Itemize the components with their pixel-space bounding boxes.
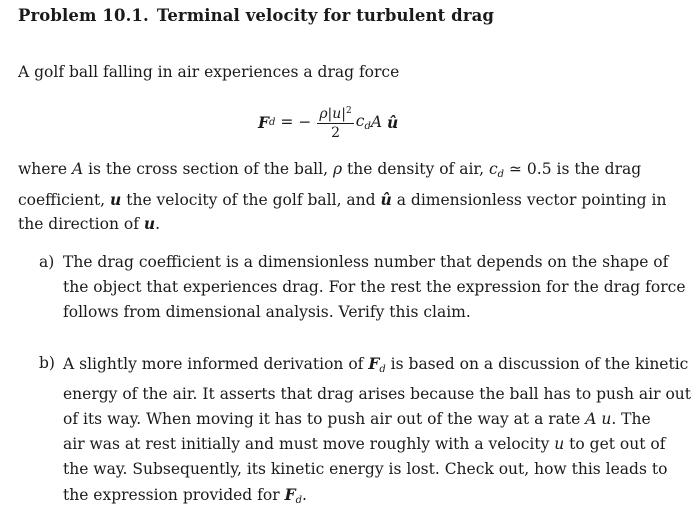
question-line: The drag coefficient is a dimensionless number that depends on the shape of [63, 253, 669, 271]
coefficient-letter: c [355, 112, 365, 130]
question-line: A slightly more informed derivation of $F_d$ is based on a discussion of the kinetic [63, 354, 689, 375]
definition-paragraph [18, 157, 667, 237]
question-b-label: b) [39, 354, 55, 372]
intro-sentence: A golf ball falling in air experiences a drag force [18, 63, 400, 81]
question-line: follows from dimensional analysis. Verify this claim. [63, 303, 471, 321]
numerator-text: ρ|u| [319, 106, 347, 122]
paragraph-line: the direction of u. [18, 214, 161, 233]
question-b [39, 351, 691, 511]
question-a [39, 250, 686, 330]
question-line: of its way. When moving it has to push air out of the way at a rate A u. The [63, 410, 651, 428]
fraction-denominator: 2 [331, 125, 340, 141]
question-line: air was at rest initially and must move roughly with a velocity u to get out of [63, 435, 666, 453]
drag-coefficient-symbol [356, 112, 371, 132]
equation-lhs-subscript: d [269, 116, 276, 128]
fraction-numerator [317, 103, 353, 124]
coefficient-subscript: d [364, 121, 371, 132]
paragraph-line: coefficient, u the velocity of the golf ball, and û a dimensionless vector pointing in [18, 189, 667, 209]
question-a-text [63, 250, 686, 325]
paragraph-line: where A is the cross section of the ball, ρ the density of air, $c_d$ ≃ 0.5 is the drag [18, 160, 642, 180]
equation-fraction [317, 103, 353, 141]
equation-lhs: F [258, 112, 270, 132]
question-b-text [63, 351, 691, 513]
question-line: energy of the air. It asserts that drag arises because the ball has to push air out [63, 385, 691, 403]
area-symbol: A [370, 113, 383, 131]
question-line: the object that experiences drag. For the rest the expression for the drag force [63, 278, 686, 296]
problem-title [18, 6, 494, 25]
unit-vector-symbol: û [387, 112, 399, 132]
problem-heading: Terminal velocity for turbulent drag [156, 6, 495, 25]
question-line: the expression provided for $F_d$. [63, 485, 307, 506]
question-a-label: a) [39, 253, 55, 271]
drag-force-equation [258, 99, 398, 145]
numerator-exponent: 2 [346, 106, 352, 116]
question-line: the way. Subsequently, its kinetic energy is lost. Check out, how this leads to [63, 460, 668, 478]
equation-equals: = − [280, 113, 312, 131]
problem-number: Problem 10.1. [18, 6, 149, 25]
